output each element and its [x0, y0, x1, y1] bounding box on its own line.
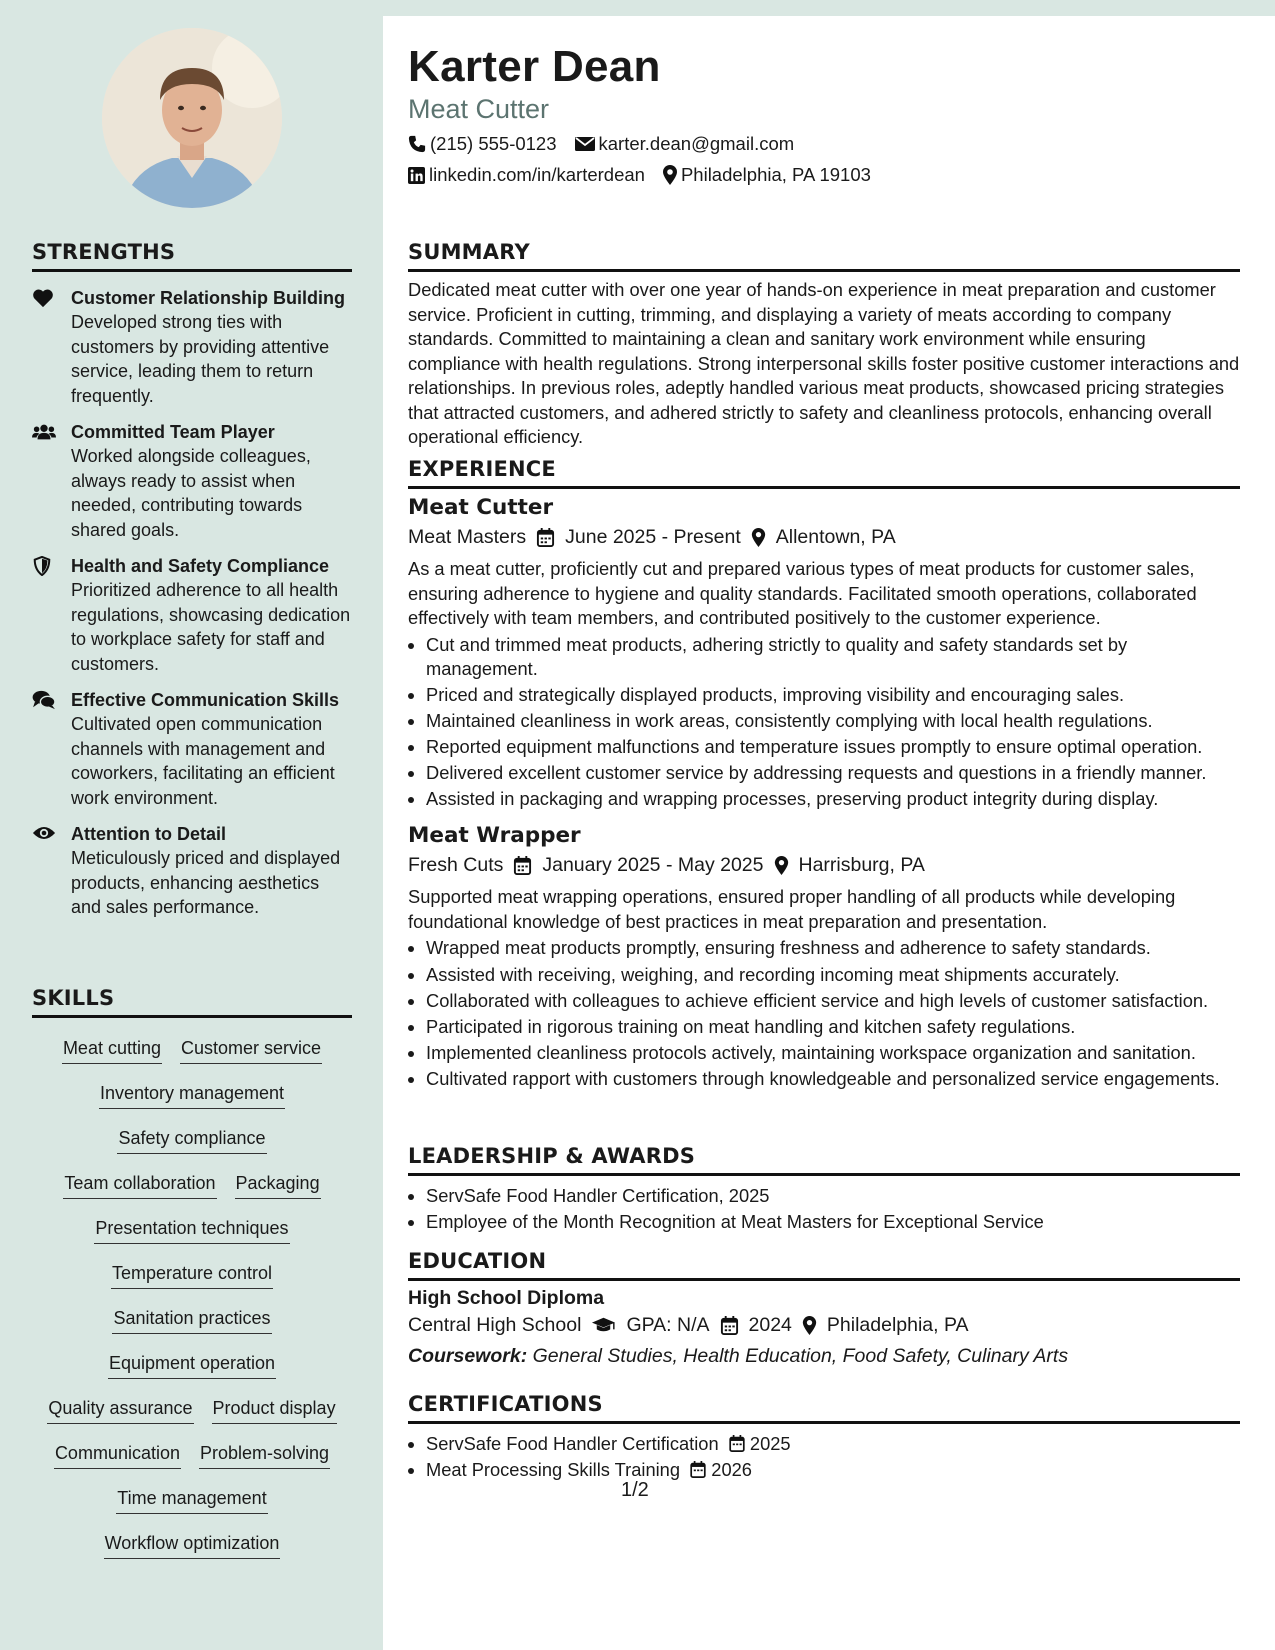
strength-item [32, 286, 352, 408]
skill-tag: Inventory management [99, 1081, 285, 1109]
profile-photo [102, 28, 282, 208]
job-location: Harrisburg, PA [798, 854, 925, 877]
job-meta [408, 854, 1240, 877]
summary-text: Dedicated meat cutter with over one year of hands-on experience in meat preparation and customer service. Proficient in cutting, trimming, and displaying a variety of meats according to company standards. Committed to maintaining a clean and sanitary work environment while ensuring compliance with health regulations. Strong interpersonal skills foster positive customer interactions and relationships. In previous roles, adeptly handled various meat products, showcased pricing strategies that attracted customers, and adhered strictly to safety and cleanliness protocols, enhancing overall operational efficiency. [408, 279, 1240, 447]
job-description: Supported meat wrapping operations, ensured proper handling of all products while developing foundational knowledge of best practices in meat preparation and presentation. [408, 886, 1176, 932]
envelope-icon [575, 136, 595, 152]
skill-tag: Temperature control [111, 1261, 273, 1289]
job-entry [408, 823, 1240, 1091]
awards-title: LEADERSHIP & AWARDS [408, 1144, 1240, 1176]
strength-desc: Cultivated open communication channels with management and coworkers, facilitating an efficient work environment. [71, 714, 335, 808]
award-item: • ServSafe Food Handler Certification, 2025 [426, 1184, 1240, 1208]
skill-tag: Workflow optimization [104, 1531, 281, 1559]
job-bullet: • Participated in rigorous training on meat handling and kitchen safety regulations. [426, 1015, 1240, 1039]
company-name: Fresh Cuts [408, 854, 504, 877]
job-bullet: • Maintained cleanliness in work areas, consistently complying with local health regulations. [426, 709, 1240, 733]
users-icon [32, 422, 54, 442]
job-title: Meat Cutter [408, 495, 554, 520]
certification-name: Meat Processing Skills Training [426, 1459, 681, 1481]
job-location: Allentown, PA [775, 526, 896, 548]
certifications-list [408, 1432, 1240, 1482]
job-dates: June 2025 - Present [565, 526, 741, 548]
linkedin-icon [408, 167, 425, 184]
job-dates: January 2025 - May 2025 [542, 854, 764, 877]
certification-item [426, 1432, 1240, 1456]
certification-item [426, 1458, 1240, 1482]
map-pin-icon [663, 165, 677, 185]
certification-year: 2025 [749, 1433, 791, 1454]
heart-icon [32, 288, 54, 308]
awards-section [408, 1144, 1240, 1236]
skill-tag: Time management [116, 1486, 267, 1514]
calendar-icon [690, 1461, 706, 1478]
email-link[interactable]: karter.dean@gmail.com [598, 133, 795, 154]
job-bullet: • Implemented cleanliness protocols actively, maintaining workspace organization and sanitation. [426, 1041, 1240, 1065]
strength-item [32, 688, 352, 810]
education-title: EDUCATION [408, 1249, 1240, 1281]
job-bullet: • Collaborated with colleagues to achieve efficient service and high levels of customer satisfaction. [426, 989, 1240, 1013]
job-bullet: • Reported equipment malfunctions and temperature issues promptly to ensure optimal operation. [426, 735, 1240, 759]
location-text: Philadelphia, PA 19103 [680, 164, 871, 185]
education-meta [408, 1314, 1240, 1337]
job-bullet: • Assisted with receiving, weighing, and recording incoming meat shipments accurately. [426, 963, 1240, 987]
job-bullet: • Cultivated rapport with customers through knowledgeable and personalized service engagements. [426, 1067, 1240, 1091]
certifications-section [408, 1392, 1240, 1484]
skill-tag: Customer service [180, 1036, 322, 1064]
summary-section [408, 240, 1240, 450]
strengths-section [32, 240, 352, 920]
candidate-name: Karter Dean [408, 42, 661, 91]
map-pin-icon [751, 528, 766, 547]
strength-title: Attention to Detail [71, 824, 226, 844]
job-bullets [408, 936, 1240, 1091]
shield-icon [32, 556, 54, 576]
experience-section [408, 457, 1240, 1094]
coursework-list: General Studies, Health Education, Food Safety, Culinary Arts [532, 1345, 1069, 1367]
contact-row [408, 164, 871, 186]
job-entry [408, 495, 1240, 811]
certifications-title: CERTIFICATIONS [408, 1392, 1240, 1424]
strength-item [32, 420, 352, 542]
eye-icon [32, 824, 54, 844]
phone-icon [408, 135, 426, 153]
school-name: Central High School [408, 1314, 582, 1336]
skill-tag: Presentation techniques [94, 1216, 289, 1244]
contact-row [408, 133, 794, 155]
graduation-cap-icon [591, 1316, 616, 1335]
strength-title: Committed Team Player [71, 422, 275, 442]
school-location: Philadelphia, PA [826, 1314, 969, 1336]
calendar-icon [729, 1435, 745, 1452]
skill-tag: Communication [54, 1441, 181, 1469]
strength-title: Effective Communication Skills [71, 690, 340, 710]
strength-item [32, 822, 352, 920]
strength-desc: Prioritized adherence to all health regulations, showcasing dedication to workplace safety for staff and customers. [71, 580, 351, 674]
job-bullet: • Assisted in packaging and wrapping processes, preserving product integrity during display. [426, 787, 1240, 811]
main-content [383, 16, 1275, 1650]
strength-desc: Meticulously priced and displayed products, enhancing aesthetics and sales performance. [71, 848, 341, 917]
strengths-title: STRENGTHS [32, 240, 352, 272]
job-bullets [408, 633, 1240, 812]
experience-title: EXPERIENCE [408, 457, 1240, 489]
awards-list [408, 1184, 1240, 1234]
job-role: Meat Cutter [408, 94, 550, 124]
degree-title: High School Diploma [408, 1287, 605, 1309]
job-description: As a meat cutter, proficiently cut and prepared various types of meat products for customer sales, ensuring adherence to hygiene and quality standards. Facilitated smooth operations, collaborated effectively with team members, and contributed positively to the customer experience. [408, 558, 1197, 628]
company-name: Meat Masters [408, 526, 527, 548]
skill-tag: Packaging [235, 1171, 321, 1199]
certification-year: 2026 [711, 1459, 752, 1481]
certification-name: ServSafe Food Handler Certification [426, 1433, 719, 1454]
job-bullet: • Delivered excellent customer service by addressing requests and questions in a friendly manner. [426, 761, 1240, 785]
coursework-label: Coursework: [408, 1345, 528, 1367]
strength-title: Health and Safety Compliance [71, 556, 330, 576]
calendar-icon [513, 856, 532, 875]
sidebar [0, 0, 383, 1650]
page-number: 1/2 [621, 1479, 649, 1501]
award-item: • Employee of the Month Recognition at Meat Masters for Exceptional Service [426, 1210, 1240, 1234]
job-title: Meat Wrapper [408, 823, 581, 849]
top-strip [383, 0, 1275, 16]
map-pin-icon [802, 1316, 817, 1335]
calendar-icon [536, 528, 555, 547]
skill-tag: Problem-solving [199, 1441, 330, 1469]
job-bullet: • Cut and trimmed meat products, adhering strictly to quality and safety standards set by management. [426, 633, 1240, 681]
map-pin-icon [774, 856, 789, 875]
job-meta [408, 526, 1240, 549]
graduation-year: 2024 [748, 1314, 792, 1336]
coursework [408, 1345, 1240, 1368]
summary-title: SUMMARY [408, 240, 1240, 272]
calendar-icon [720, 1316, 739, 1335]
strength-title: Customer Relationship Building [71, 288, 346, 308]
strength-desc: Worked alongside colleagues, always ready to assist when needed, contributing towards shared goals. [71, 446, 311, 540]
skill-tag: Safety compliance [117, 1126, 266, 1154]
job-bullet: • Priced and strategically displayed products, improving visibility and encouraging sales. [426, 683, 1240, 707]
skills-title: SKILLS [32, 986, 352, 1018]
skill-tag: Meat cutting [62, 1036, 162, 1064]
phone-number[interactable]: (215) 555-0123 [430, 133, 557, 154]
gpa: GPA: N/A [626, 1314, 710, 1336]
comments-icon [32, 690, 54, 710]
skills-section [32, 986, 352, 1576]
strength-desc: Developed strong ties with customers by providing attentive service, leading them to return frequently. [71, 312, 330, 406]
skill-tag: Product display [212, 1396, 337, 1424]
education-section [408, 1249, 1240, 1368]
skill-tag: Team collaboration [63, 1171, 216, 1199]
linkedin-link[interactable]: linkedin.com/in/karterdean [429, 164, 645, 185]
skill-tag: Equipment operation [108, 1351, 276, 1379]
strength-item [32, 554, 352, 676]
skill-tag: Quality assurance [47, 1396, 193, 1424]
skill-tag: Sanitation practices [112, 1306, 271, 1334]
job-bullet: • Wrapped meat products promptly, ensuring freshness and adherence to safety standards. [426, 936, 1240, 960]
